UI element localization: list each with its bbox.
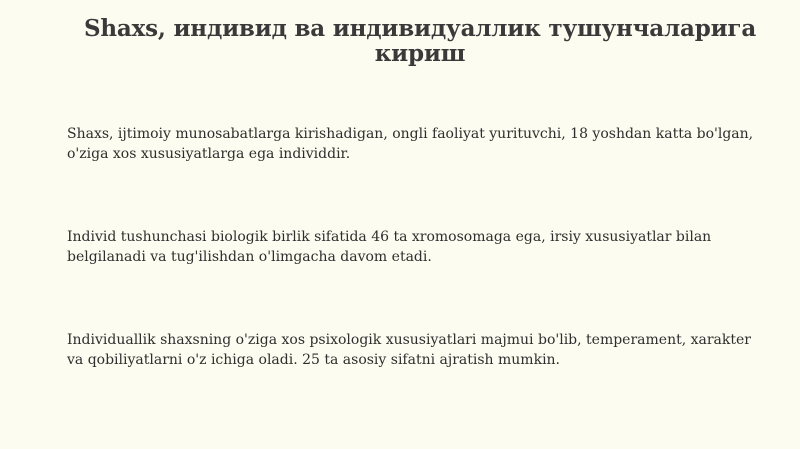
paragraph-individuallik: Individuallik shaxsning o'ziga xos psixologik xususiyatlari majmui bo'lib, temperament, xarakter va qobiliyatlarni o'z ichiga oladi. 25 ta asosiy sifatni ajratish mumkin.	[67, 332, 751, 368]
paragraph-individ: Individ tushunchasi biologik birlik sifatida 46 ta xromosomaga ega, irsiy xususiyatlar bilan belgilanadi va tug'ilishdan o'limgacha davom etadi.	[67, 229, 712, 265]
slide-title: Shaxs, индивид ва индивидуаллик тушунчаларига кириш	[83, 15, 757, 67]
paragraph-shaxs: Shaxs, ijtimoiy munosabatlarga kirishadigan, ongli faoliyat yurituvchi, 18 yoshdan katta bo'lgan, o'ziga xos xususiyatlarga ega individdir.	[67, 126, 754, 162]
